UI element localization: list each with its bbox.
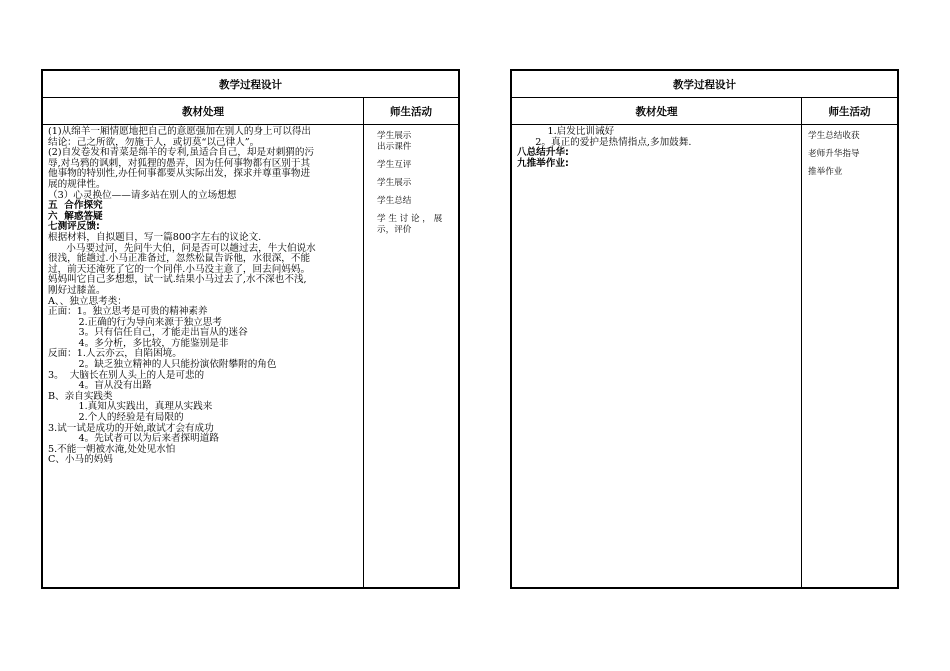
material-line: 九推举作业: [517, 157, 569, 169]
material-line: 4。盲从没有出路 [48, 380, 152, 392]
right-header-row [512, 98, 897, 125]
material-line: （3）心灵换位——请多站在别人的立场想想 [48, 189, 237, 201]
activity-item: 学生展示 出示课件 [377, 131, 412, 152]
material-line: (2)自发卷发和青菜是绵羊的专利,虽适合自己，却是对刺猬的污 [48, 147, 315, 159]
material-line: 刚好过膝盖。 [48, 284, 106, 296]
material-line: 妈妈叫它自己多想想，试一试.结果小马过去了,水不深也不浅, [48, 274, 307, 286]
left-col-activity-header: 师生活动 [390, 105, 432, 118]
activity-item: 老师升华指导 [808, 149, 860, 159]
activity-item: 学生展示 [377, 178, 412, 188]
material-line: 结论：己之所欲，勿施于人，或切莫“以己律人”。 [48, 136, 260, 148]
right-col-activity-header: 师生活动 [828, 105, 871, 118]
activity-item: 推举作业 [808, 167, 843, 177]
material-line: 七测评反馈: [48, 221, 100, 233]
material-line: 根据材料，自拟题目，写一篇800字左右的议论文. [48, 231, 262, 243]
material-line: 辱,对乌鸦的讽刺，对狐狸的愚弄，因为任何事物都有区别于其 [48, 157, 311, 169]
material-line: C、小马的妈妈 [48, 454, 113, 466]
material-line: 3。只有信任自己，才能走出盲从的迷谷 [48, 327, 248, 339]
activity-item: 学生总结 [377, 196, 412, 206]
material-line: 他事物的特别性,办任何事都要从实际出发，探求并尊重事物进 [48, 168, 311, 180]
material-line: 3。 大脑长在别人头上的人是可悲的 [48, 369, 205, 381]
material-line: 4。多分析，多比较，方能鉴别是非 [48, 337, 229, 349]
material-line: 1.真知从实践出，真理从实践来 [48, 401, 213, 413]
activity-item: 学 生 讨 论 ， 展 示，评价 [377, 214, 443, 235]
activity-item: 学生总结收获 [808, 131, 860, 141]
material-line: 五 合作探究 [48, 200, 103, 212]
right-col-material-header: 教材处理 [635, 105, 678, 118]
material-line: 展的规律性。 [48, 178, 106, 190]
left-col-material-header: 教材处理 [182, 105, 224, 118]
material-line: 很浅，能趟过.小马正准备过，忽然松鼠告诉他，水很深，不能 [48, 253, 311, 265]
material-line: 2。真正的爱护是热情指点,多加鼓舞. [517, 136, 692, 148]
material-line: 5.不能一朝被水淹,处处见水怕 [48, 443, 176, 455]
activity-item: 学生互评 [377, 160, 412, 170]
material-line: 反面：1.人云亦云，自陷困境。 [48, 348, 182, 360]
material-line: (1)从绵羊一厢情愿地把自己的意愿强加在别人的身上可以得出 [48, 126, 312, 137]
material-line: 1.启发比训诫好 [517, 126, 615, 137]
left-table-title: 教学过程设计 [43, 71, 458, 98]
material-line: 2.个人的经验是有局限的 [48, 412, 184, 424]
material-line: 2.正确的行为导向来源于独立思考 [48, 316, 222, 328]
left-material-content [48, 127, 361, 466]
left-column-divider [363, 98, 364, 587]
left-header-row [43, 98, 458, 125]
material-line: 小马要过河，先问牛大伯，问是否可以趟过去，牛大伯说水 [48, 242, 316, 254]
material-line: 2。缺乏独立精神的人只能扮演依附攀附的角色 [48, 359, 277, 371]
material-line: 六 解惑答疑 [48, 210, 103, 222]
material-line: A、、独立思考类： [48, 295, 127, 307]
material-line: B、亲自实践类 [48, 390, 113, 402]
right-material-content [517, 127, 799, 169]
material-line: 过，前天还淹死了它的一个同伴.小马没主意了，回去问妈妈。 [48, 263, 311, 275]
right-activity-content [808, 131, 896, 185]
material-line: 3.试一试是成功的开始,敢试才会有成功 [48, 422, 214, 434]
material-line: 4。先试者可以为后来者探明道路 [48, 433, 219, 445]
material-line: 正面：1。独立思考是可贵的精神素养 [48, 306, 208, 318]
right-column-divider [801, 98, 802, 587]
right-table-title: 教学过程设计 [512, 71, 897, 98]
right-lesson-table [510, 69, 899, 589]
material-line: 八总结升华: [517, 147, 569, 159]
left-lesson-table [41, 69, 460, 589]
left-activity-content [377, 131, 459, 243]
